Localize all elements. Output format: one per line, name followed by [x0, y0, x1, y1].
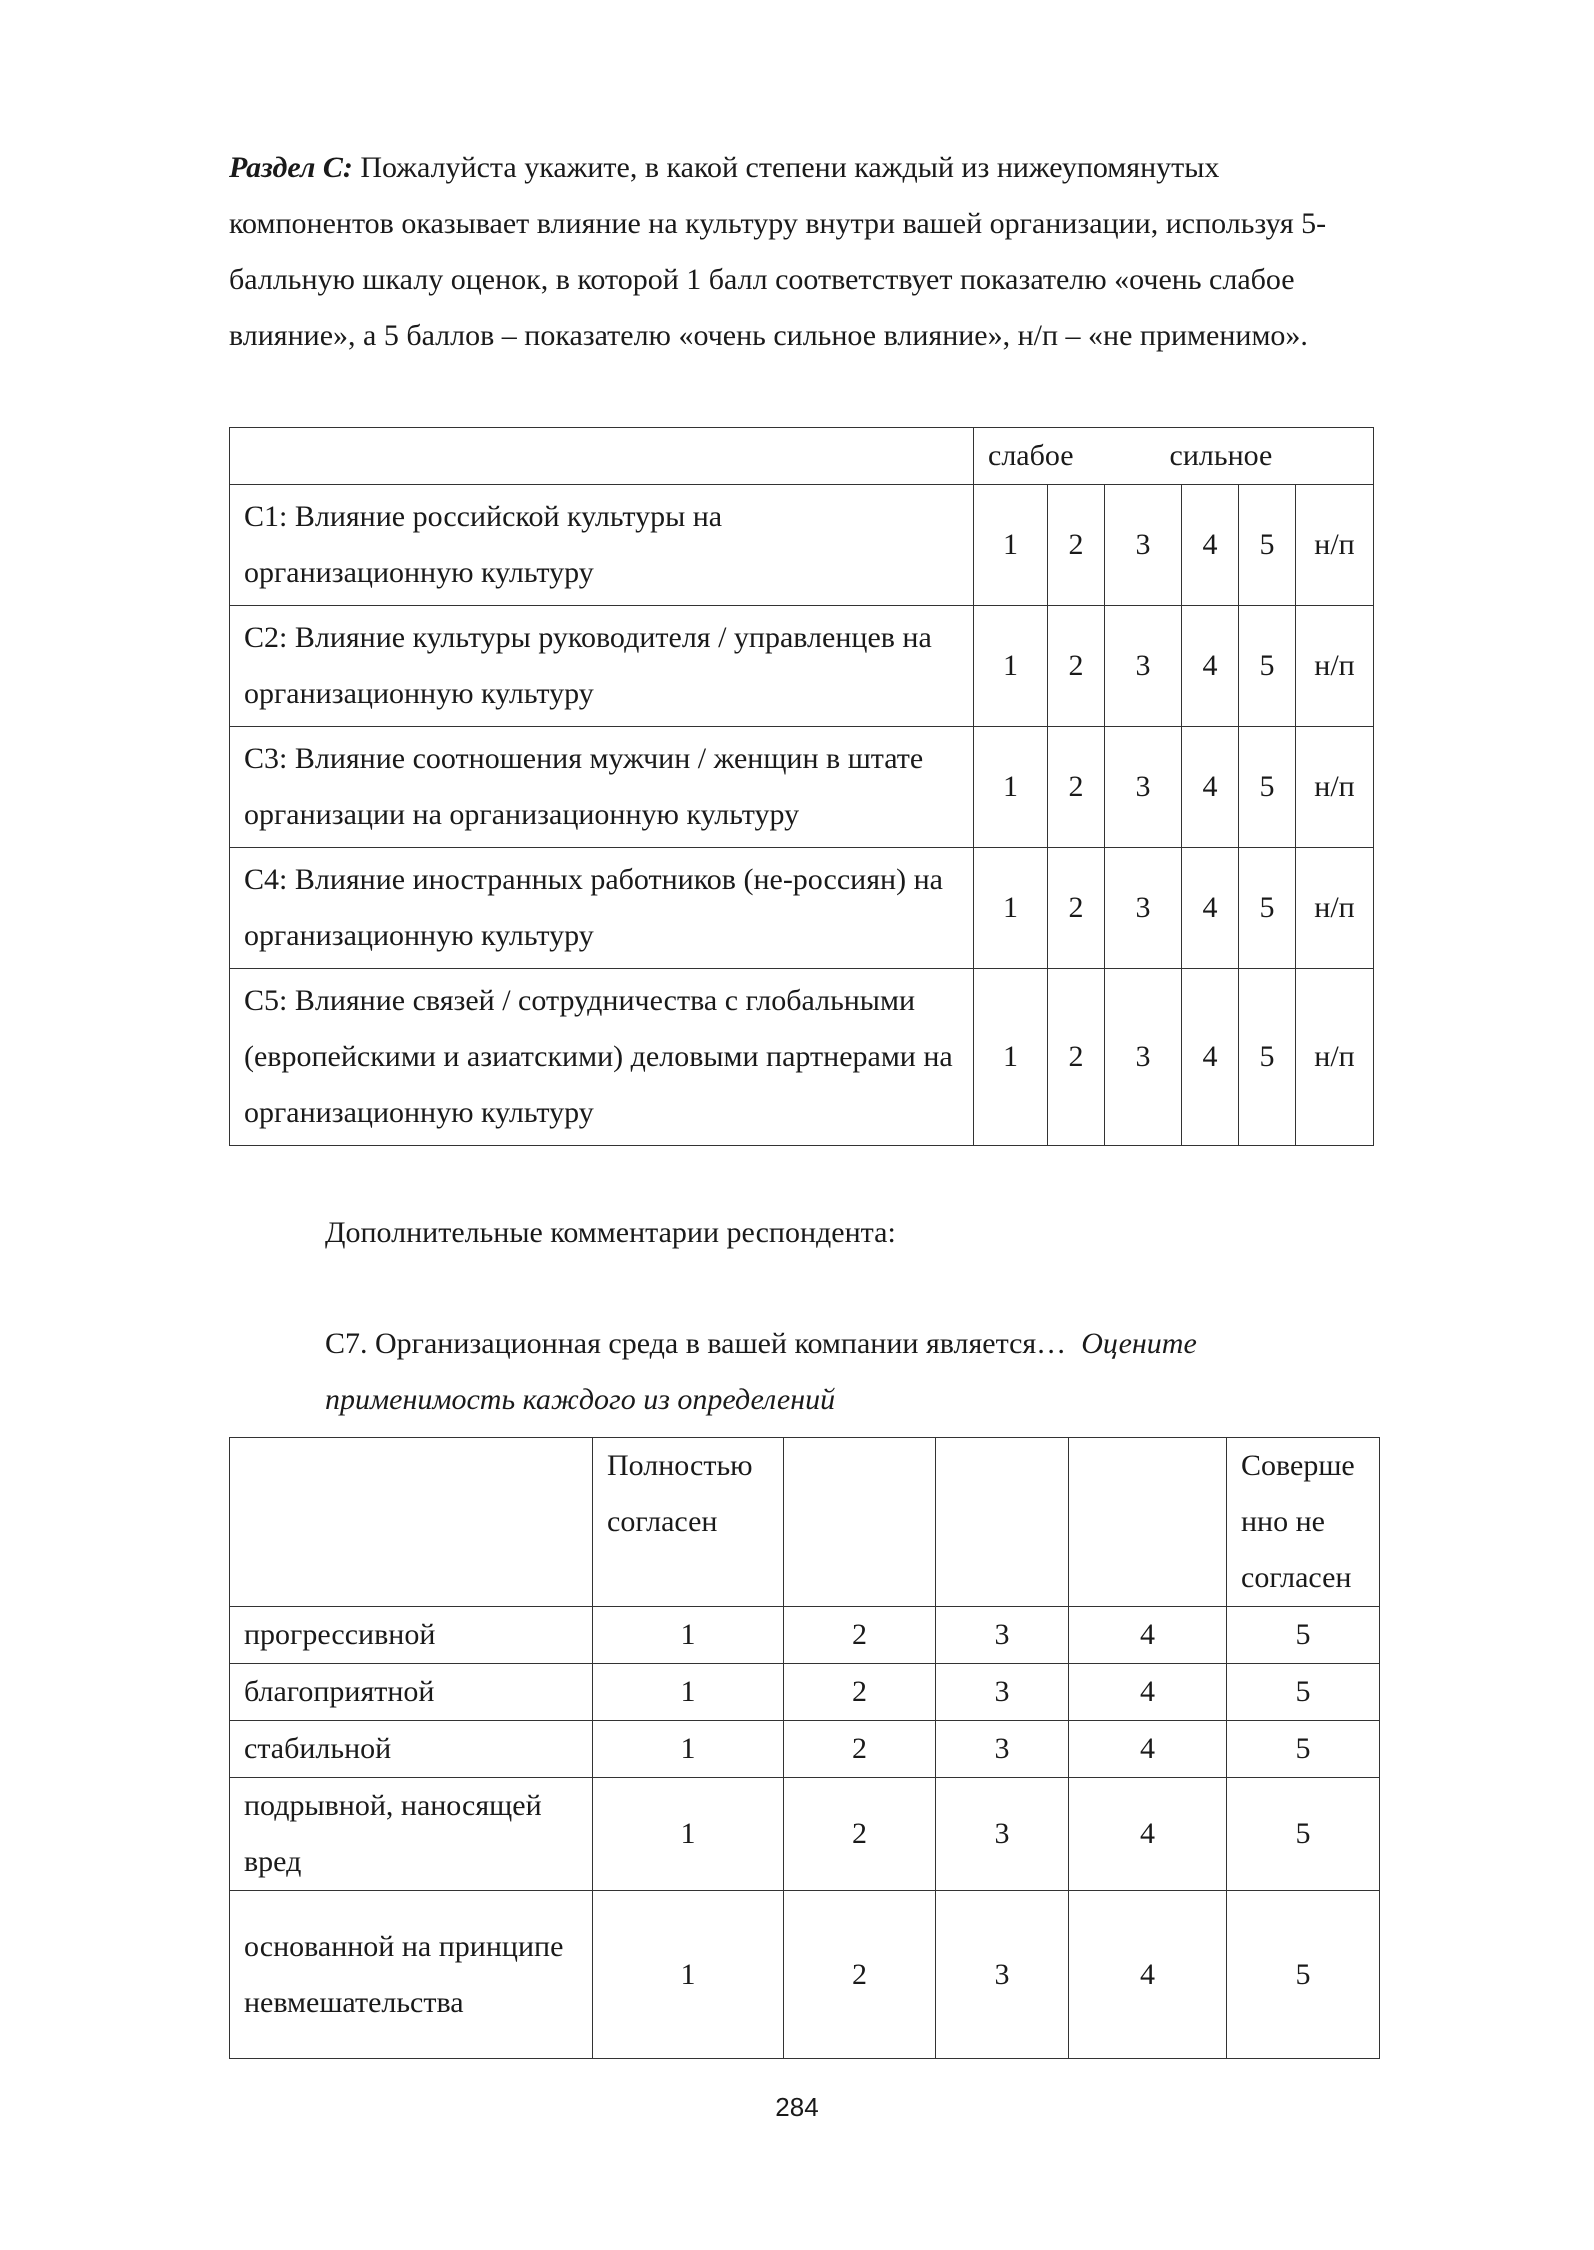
row-label: подрывной, наносящей вред: [230, 1778, 593, 1891]
option-cell[interactable]: 2: [1048, 727, 1105, 848]
header-fully-agree: Полностью согласен: [593, 1438, 784, 1607]
option-cell[interactable]: н/п: [1296, 727, 1374, 848]
option-cell[interactable]: 1: [974, 969, 1048, 1146]
option-cell[interactable]: 5: [1239, 848, 1296, 969]
option-cell[interactable]: 3: [936, 1891, 1069, 2059]
option-cell[interactable]: 2: [1048, 485, 1105, 606]
option-cell[interactable]: 1: [593, 1664, 784, 1721]
row-label: прогрессивной: [230, 1607, 593, 1664]
section-c-rating-table: [229, 427, 1374, 1146]
option-cell[interactable]: 5: [1227, 1721, 1380, 1778]
table-header-empty-cell: [230, 428, 974, 485]
table-row: [230, 606, 1374, 727]
option-cell[interactable]: 1: [974, 848, 1048, 969]
option-cell[interactable]: 1: [974, 485, 1048, 606]
option-cell[interactable]: 3: [936, 1721, 1069, 1778]
table-row: [230, 1607, 1380, 1664]
option-cell[interactable]: н/п: [1296, 969, 1374, 1146]
option-cell[interactable]: 3: [1105, 606, 1182, 727]
option-cell[interactable]: 1: [593, 1891, 784, 2059]
option-cell[interactable]: 2: [784, 1607, 936, 1664]
option-cell[interactable]: 1: [593, 1778, 784, 1891]
table-header-row: [230, 1438, 1380, 1607]
option-cell[interactable]: 4: [1069, 1891, 1227, 2059]
scale-low-label: слабое: [988, 439, 1074, 472]
row-label: благоприятной: [230, 1664, 593, 1721]
option-cell[interactable]: 5: [1239, 606, 1296, 727]
option-cell[interactable]: 5: [1227, 1891, 1380, 2059]
option-cell[interactable]: 3: [936, 1664, 1069, 1721]
option-cell[interactable]: 5: [1227, 1778, 1380, 1891]
c7-question: [325, 1316, 1375, 1428]
option-cell[interactable]: 2: [784, 1891, 936, 2059]
row-label: стабильной: [230, 1721, 593, 1778]
option-cell[interactable]: 5: [1227, 1607, 1380, 1664]
section-c-lead: Раздел С:: [229, 151, 353, 184]
row-label: С2: Влияние культуры руководителя / управленцев на организационную культуру: [230, 606, 974, 727]
c7-agreement-table: [229, 1437, 1380, 2059]
table-row: [230, 969, 1374, 1146]
option-cell[interactable]: н/п: [1296, 606, 1374, 727]
option-cell[interactable]: 4: [1069, 1721, 1227, 1778]
page-number: 284: [775, 2092, 819, 2122]
table-row: [230, 848, 1374, 969]
option-cell[interactable]: 3: [1105, 848, 1182, 969]
option-cell[interactable]: 4: [1182, 727, 1239, 848]
option-cell[interactable]: 2: [784, 1721, 936, 1778]
option-cell[interactable]: 5: [1227, 1664, 1380, 1721]
table-row: [230, 1664, 1380, 1721]
option-cell[interactable]: 5: [1239, 727, 1296, 848]
option-cell[interactable]: 3: [936, 1607, 1069, 1664]
table-header-empty-cell: [936, 1438, 1069, 1607]
respondent-comments-label: Дополнительные комментарии респондента:: [325, 1216, 896, 1249]
table-header-row: [230, 428, 1374, 485]
option-cell[interactable]: 5: [1239, 969, 1296, 1146]
table-header-empty-cell: [784, 1438, 936, 1607]
option-cell[interactable]: 4: [1182, 848, 1239, 969]
option-cell[interactable]: н/п: [1296, 848, 1374, 969]
option-cell[interactable]: н/п: [1296, 485, 1374, 606]
table-row: [230, 485, 1374, 606]
option-cell[interactable]: 4: [1069, 1607, 1227, 1664]
option-cell[interactable]: 1: [974, 727, 1048, 848]
row-label: С4: Влияние иностранных работников (не-россиян) на организационную культуру: [230, 848, 974, 969]
table-header-empty-cell: [230, 1438, 593, 1607]
header-fully-disagree: Соверше нно не согласен: [1227, 1438, 1380, 1607]
option-cell[interactable]: 3: [1105, 969, 1182, 1146]
option-cell[interactable]: 4: [1182, 485, 1239, 606]
scale-high-label: сильное: [1169, 439, 1273, 472]
section-c-intro: [229, 140, 1379, 364]
c7-instruction: Оцените применимость каждого из определений: [325, 1327, 1197, 1416]
option-cell[interactable]: 4: [1069, 1778, 1227, 1891]
c7-question-text: С7. Организационная среда в вашей компании является…: [325, 1327, 1067, 1360]
table-row: [230, 1721, 1380, 1778]
row-label: С1: Влияние российской культуры на организационную культуру: [230, 485, 974, 606]
option-cell[interactable]: 2: [1048, 606, 1105, 727]
option-cell[interactable]: 1: [974, 606, 1048, 727]
option-cell[interactable]: 3: [936, 1778, 1069, 1891]
option-cell[interactable]: 3: [1105, 485, 1182, 606]
option-cell[interactable]: 2: [784, 1778, 936, 1891]
section-c-intro-text: Пожалуйста укажите, в какой степени каждый из нижеупомянутых компонентов оказывает влияние на культуру внутри вашей организации, используя 5-балльную шкалу оценок, в которой 1 балл соответствует показателю «очень слабое влияние», а 5 баллов – показателю «очень сильное влияние», н/п – «не применимо».: [229, 151, 1327, 352]
table-row: [230, 727, 1374, 848]
option-cell[interactable]: 1: [593, 1721, 784, 1778]
option-cell[interactable]: 4: [1182, 969, 1239, 1146]
option-cell[interactable]: 5: [1239, 485, 1296, 606]
option-cell[interactable]: 4: [1069, 1664, 1227, 1721]
option-cell[interactable]: 4: [1182, 606, 1239, 727]
table-row: [230, 1891, 1380, 2059]
row-label: С5: Влияние связей / сотрудничества с глобальными (европейскими и азиатскими) деловыми партнерами на организационную культуру: [230, 969, 974, 1146]
option-cell[interactable]: 2: [1048, 969, 1105, 1146]
option-cell[interactable]: 3: [1105, 727, 1182, 848]
option-cell[interactable]: 1: [593, 1607, 784, 1664]
scale-header-cell: [974, 428, 1374, 485]
option-cell[interactable]: 2: [784, 1664, 936, 1721]
row-label: С3: Влияние соотношения мужчин / женщин в штате организации на организационную культуру: [230, 727, 974, 848]
table-header-empty-cell: [1069, 1438, 1227, 1607]
option-cell[interactable]: 2: [1048, 848, 1105, 969]
row-label: основанной на принципе невмешательства: [230, 1891, 593, 2059]
table-row: [230, 1778, 1380, 1891]
